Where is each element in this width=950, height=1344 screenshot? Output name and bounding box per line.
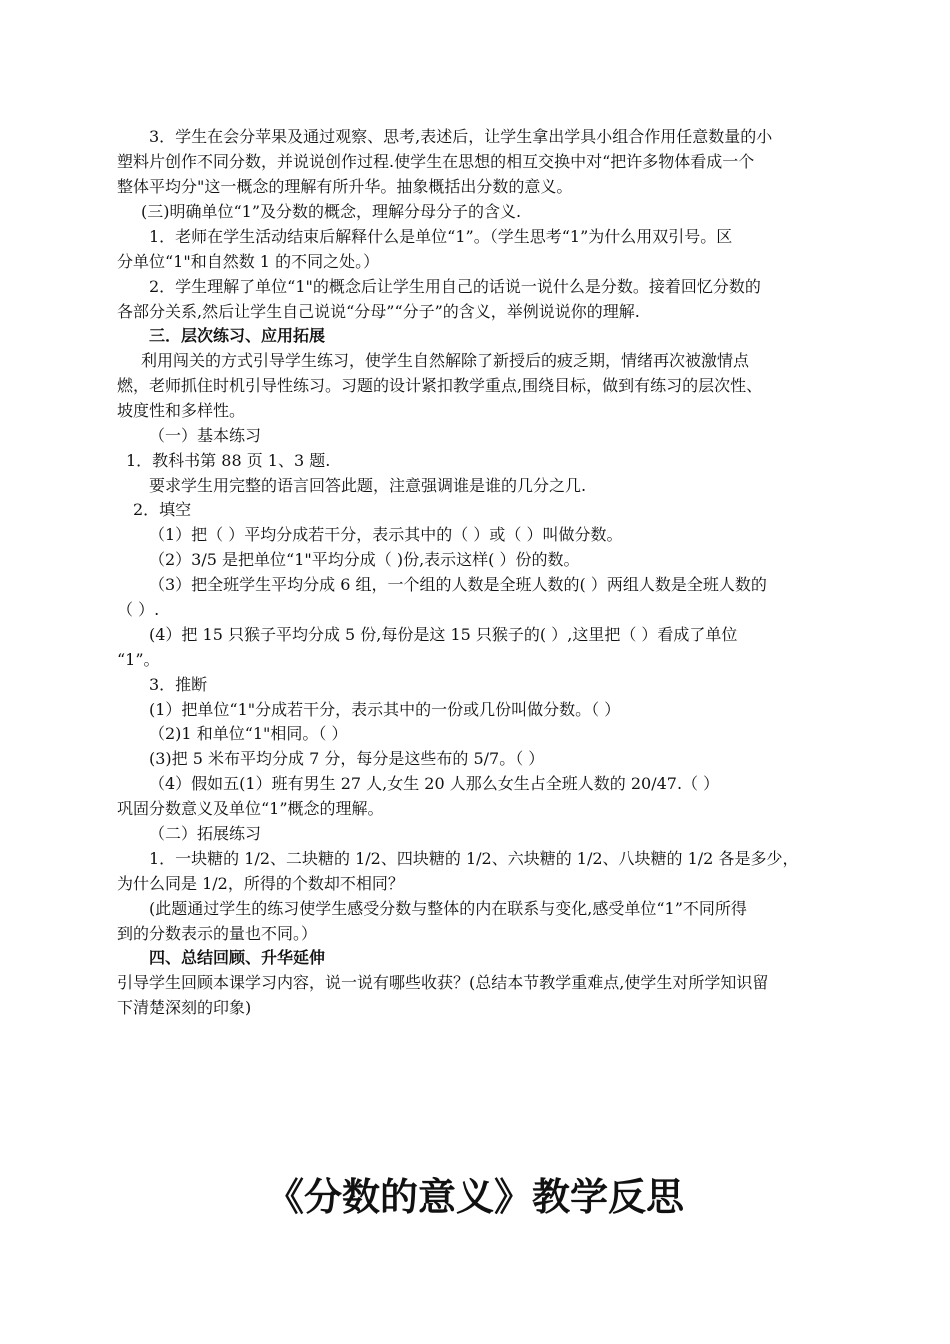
summary-line-2: 下清楚深刻的印象) <box>117 998 252 1017</box>
summary-line-1: 引导学生回顾本课学习内容，说一说有哪些收获？(总结本节教学重难点,使学生对所学知识留 <box>117 973 769 992</box>
exercise-1-note: 要求学生用完整的语言回答此题，注意强调谁是谁的几分之几. <box>149 476 587 495</box>
reflection-title: 《分数的意义》教学反思 <box>265 1175 684 1219</box>
extension-1-line-2: 为什么同是 1/2，所得的个数却不相同？ <box>117 874 404 893</box>
judge-4: （4）假如五(1）班有男生 27 人,女生 20 人那么女生占全班人数的 20/47.（ ） <box>149 774 720 793</box>
subsection-heading-3: (三)明确单位“1”及分数的概念，理解分母分子的含义. <box>141 202 522 221</box>
consolidation-note: 巩固分数意义及单位“1”概念的理解。 <box>117 799 384 818</box>
extension-note-line-1: (此题通过学生的练习使学生感受分数与整体的内在联系与变化,感受单位“1”不同所得 <box>149 899 747 918</box>
item-2-line-2: 各部分关系,然后让学生自己说说“分母”“分子”的含义，举例说说你的理解. <box>117 302 640 321</box>
extension-note-line-2: 到的分数表示的量也不同。） <box>117 924 318 943</box>
fill-blank-2: （2）3/5 是把单位“1"平均分成（ )份,表示这样( ）份的数。 <box>149 550 580 569</box>
judge-1: (1）把单位“1"分成若干分，表示其中的一份或几份叫做分数。（ ） <box>149 700 621 719</box>
extension-practice-heading: （二）拓展练习 <box>149 824 262 843</box>
item-2-line-1: 2．学生理解了单位“1"的概念后让学生用自己的话说一说什么是分数。接着回忆分数的 <box>149 277 761 296</box>
basic-practice-heading: （一）基本练习 <box>149 426 262 445</box>
paragraph-3-line-2: 塑料片创作不同分数，并说说创作过程.使学生在思想的相互交换中对“把许多物体看成一个 <box>117 152 755 171</box>
practice-intro-line-1: 利用闯关的方式引导学生练习，使学生自然解除了新授后的疲乏期，情绪再次被激情点 <box>141 351 750 370</box>
fill-blank-4-line-1: (4）把 15 只猴子平均分成 5 份,每份是这 15 只猴子的( ）,这里把（ ）看成了单位 <box>149 625 738 644</box>
judge-2: （2)1 和单位“1"相同。（ ） <box>149 724 348 743</box>
fill-blank-3-line-1: （3）把全班学生平均分成 6 组，一个组的人数是全班人数的( ）两组人数是全班人数的 <box>149 575 767 594</box>
judge-3: (3)把 5 米布平均分成 7 分，每分是这些布的 5/7。（ ） <box>149 749 545 768</box>
item-1-line-2: 分单位“1"和自然数 1 的不同之处。） <box>117 252 380 271</box>
paragraph-3-line-3: 整体平均分"这一概念的理解有所升华。抽象概括出分数的意义。 <box>117 177 573 196</box>
fill-blank-3-line-2: （ ）. <box>117 600 160 619</box>
exercise-1: 1．教科书第 88 页 1、3 题. <box>126 451 331 470</box>
section-heading-4: 四、总结回顾、升华延伸 <box>149 948 326 967</box>
section-heading-3: 三．层次练习、应用拓展 <box>149 326 326 345</box>
paragraph-3-line-1: 3．学生在会分苹果及通过观察、思考,表述后，让学生拿出学具小组合作用任意数量的小 <box>149 127 773 146</box>
practice-intro-line-2: 燃，老师抓住时机引导性练习。习题的设计紧扣教学重点,围绕目标，做到有练习的层次性、 <box>117 376 763 395</box>
fill-blank-4-line-2: “1”。 <box>117 650 160 669</box>
practice-intro-line-3: 坡度性和多样性。 <box>117 401 246 420</box>
item-1-line-1: 1．老师在学生活动结束后解释什么是单位“1”。（学生思考“1”为什么用双引号。区 <box>149 227 733 246</box>
fill-blank-1: （1）把（ ）平均分成若干分，表示其中的（ ）或（ ）叫做分数。 <box>149 525 623 544</box>
extension-1-line-1: 1．一块糖的 1/2、二块糖的 1/2、四块糖的 1/2、六块糖的 1/2、八块糖的 1/2 各是多少， <box>149 849 799 868</box>
judge-heading: 3．推断 <box>149 675 208 694</box>
fill-blank-heading: 2．填空 <box>133 500 192 519</box>
